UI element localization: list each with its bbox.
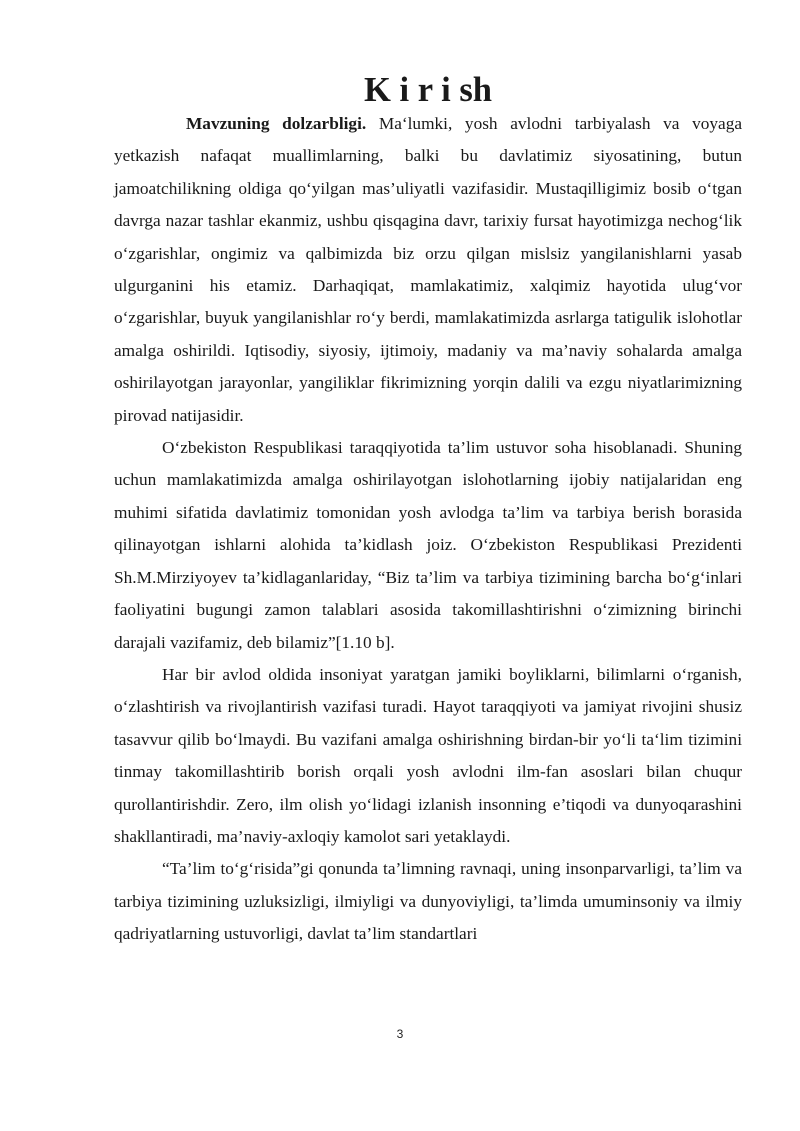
paragraph-relevance <box>114 108 742 432</box>
paragraph-body: Har bir avlod oldida insoniyat yaratgan jamiki boyliklarni, bilimlarni o‘rganish, o‘zlashtirish va rivojlantirish vazifasi turadi. Hayot taraqqiyoti va jamiyat rivojini shusiz tasavvur qilib bo‘lmaydi. Bu vazifani amalga oshirishning birdan-bir yo‘li ta‘lim tizimini tinmay takomillashtirib borish orqali yosh avlodni ilm-fan asoslari bilan chuqur qurollantirishdir. Zero, ilm olish yo‘lidagi izlanish insonning e’tiqodi va dunyoqarashini shakllantiradi, ma’naviy-axloqiy kamolot sari yetaklaydi. <box>114 664 742 846</box>
paragraph-body: “Ta’lim to‘g‘risida”gi qonunda ta’limning ravnaqi, uning insonparvarligi, ta’lim va tarbiya tizimining uzluksizligi, ilmiyligi va dunyoviyligi, ta’limda umuminsoniy va ilmiy qadriyatlarning ustuvorligi, davlat ta’lim standartlari <box>114 859 742 944</box>
paragraph-body: Ma‘lumki, yosh avlodni tarbiyalash va voyaga yetkazish nafaqat muallimlarning, balki bu davlatimiz siyosatining, butun jamoatchilikning oldiga qo‘yilgan mas’uliyatli vazifasidir. Mustaqilligimiz bosib o‘tgan davrga nazar tashlar ekanmiz, ushbu qisqagina davr, tarixiy fursat hayotimizga nechog‘lik o‘zgarishlar, ongimiz va qalbimizda biz orzu qilgan mislsiz yangilanishlarni yasab ulgurganini his etamiz. Darhaqiqat, mamlakatimiz, xalqimiz hayotida ulug‘vor o‘zgarishlar, buyuk yangilanishlar ro‘y berdi, mamlakatimizda asrlarga tatigulik islohotlar amalga oshirildi. Iqtisodiy, siyosiy, ijtimoiy, madaniy va ma’naviy sohalarda amalga oshirilayotgan jarayonlar, yangiliklar fikrimizning yorqin dalili va ezgu niyatlarimizning pirovad natijasidir. <box>114 114 743 425</box>
paragraph-body: O‘zbekiston Respublikasi taraqqiyotida ta’lim ustuvor soha hisoblanadi. Shuning uchun mamlakatimizda amalga oshirilayotgan islohotlarning ijobiy natijalaridan eng muhimi sifatida davlatimiz tomonidan yosh avlodga ta’lim va tarbiya berish borasida qilinayotgan ishlarni alohida ta’kidlash joiz. O‘zbekiston Respublikasi Prezidenti Sh.M.Mirziyoyev ta’kidlaganlariday, “Biz ta’lim va tarbiya tizimining barcha bo‘g‘inlari faoliyatini bugungi zamon talablari asosida takomillashtirishni o‘zimizning birinchi darajali vazifamiz, deb bilamiz”[1.10 b]. <box>114 438 742 652</box>
paragraph-generation-task <box>114 659 742 853</box>
page-content <box>114 71 743 951</box>
paragraph-lead-heading: Mavzuning dolzarbligi. <box>186 114 367 133</box>
paragraph-education-law <box>114 853 742 950</box>
paragraph-education-priority <box>114 432 742 659</box>
section-title: K i r i sh <box>363 71 493 109</box>
page-number: 3 <box>396 1027 404 1041</box>
